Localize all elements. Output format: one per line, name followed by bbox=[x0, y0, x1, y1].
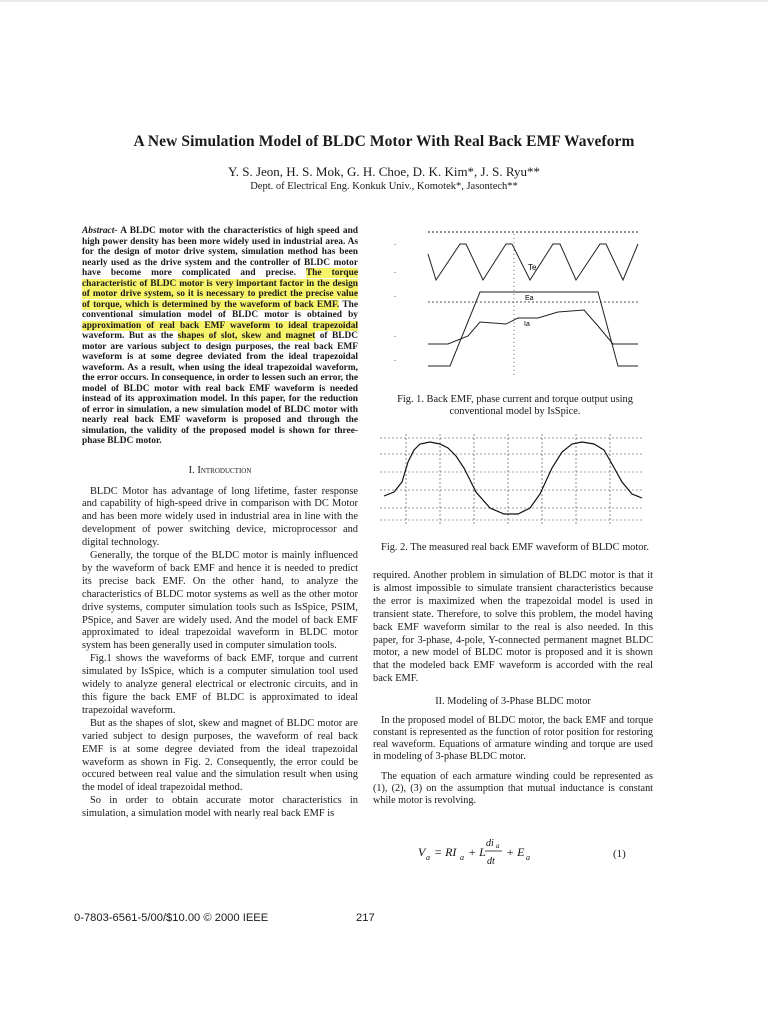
svg-text:= RI: = RI bbox=[434, 845, 457, 859]
abstract-highlight-2: approximation of real back EMF waveform to ideal trapezoidal bbox=[82, 320, 358, 331]
intro-paragraph-5: So in order to obtain accurate motor characteristics in simulation, a simulation model with nearly real back EMF is bbox=[82, 795, 358, 820]
figure-1-waveforms bbox=[388, 226, 642, 386]
right-paragraph-3: The equation of each armature winding could be represented as (1), (2), (3) on the assumption that mutual inductance is constant while motor is revolving. bbox=[373, 771, 653, 807]
right-column bbox=[373, 570, 653, 807]
abstract-text-3: waveform. But as the bbox=[82, 331, 178, 341]
intro-paragraph-1: BLDC Motor has advantage of long lifetime, faster response and capability of high-speed drive in comparison with DC Motor and has been more widely used in industrial area in line with the development of power switching device, microprocessor and digital technology. bbox=[82, 485, 358, 549]
paper-affiliation: Dept. of Electrical Eng. Konkuk Univ., Komotek*, Jasontech** bbox=[250, 181, 518, 192]
fig1-label-ea: Ea bbox=[525, 295, 534, 302]
page-number: 217 bbox=[356, 912, 375, 924]
svg-text:a: a bbox=[526, 853, 530, 862]
abstract-highlight-1: The torque characteristic of BLDC motor is very important factor in the design of motor drive system, so it is necessary to predict the precise value of torque, which is determined by the waveform of back EMF. bbox=[82, 268, 358, 310]
footer-copyright: 0-7803-6561-5/00/$10.00 © 2000 IEEE bbox=[74, 912, 269, 924]
abstract-highlight-3: shapes of slot, skew and magnet bbox=[177, 331, 316, 341]
svg-text:a: a bbox=[426, 853, 430, 862]
figure-2-caption: Fig. 2. The measured real back EMF waveform of BLDC motor. bbox=[381, 542, 649, 553]
svg-text:di: di bbox=[486, 838, 494, 849]
abstract bbox=[82, 226, 358, 447]
intro-paragraph-3: Fig.1 shows the waveforms of back EMF, torque and current simulated by IsSpice, which is a computer simulation tool used widely to analyze general electrical or electronic circuits, and in this figure the back EMF of BLDC is approximated to ideal trapezoidal waveform. bbox=[82, 653, 358, 716]
svg-text:a: a bbox=[460, 853, 464, 862]
svg-text:-: - bbox=[394, 334, 396, 340]
svg-text:+ L: + L bbox=[468, 845, 486, 859]
svg-text:dt: dt bbox=[487, 856, 495, 867]
intro-heading: I. Introduction bbox=[188, 464, 252, 476]
svg-text:+ E: + E bbox=[506, 845, 525, 859]
svg-text:a: a bbox=[496, 842, 500, 850]
intro-paragraph-2: Generally, the torque of the BLDC motor is mainly influenced by the waveform of back EMF and hence it is needed to predict its precise back EMF. On the other hand, to analyze the characteristics of BLDC motor systems as well as the other motor drive systems, computer simulation tools such as IsSpice, PSIM, PSpice, and Saver are widely used. And the model of back EMF approximated to ideal trapezoidal waveform in BLDC motor system has been generally used in computer simulation tools. bbox=[82, 550, 358, 652]
left-column bbox=[82, 226, 358, 821]
abstract-text-1: A BLDC motor with the characteristics of high speed and high power density has been more widely used in industrial area. As for the design of motor drive system, simulation method has been nearly used as the drive system and the controller of BLDC motor have become more complicated and precise. bbox=[82, 226, 358, 278]
abstract-lead: Abstract- bbox=[82, 226, 118, 236]
section-2-heading: II. Modeling of 3-Phase BLDC motor bbox=[435, 696, 591, 708]
intro-paragraph-4: But as the shapes of slot, skew and magnet of BLDC motor are varied subject to design purposes, the waveform of real back EMF is at some degree deviated from the ideal trapezoidal waveform as shown in Fig. 2. Consequently, the error could be occured between real value and the simulation result when using the model of ideal trapezoidal method. bbox=[82, 717, 358, 794]
abstract-text-4: of BLDC motor are various subject to design purposes, the real back EMF waveform is at some degree deviated from the ideal trapezoidal waveform. As a result, when using the ideal trapezoidal waveform, the error occurs. In consequence, in order to lessen such an error, the model of BLDC motor with real back EMF waveform is needed instead of its approximation model. In this paper, for the reduction of error in simulation, a new simulation model of BLDC motor with nearly real back EMF waveform is proposed and through the simulation, the validity of the proposed model is shown for three-phase BLDC motor. bbox=[82, 331, 358, 446]
page-top-edge bbox=[0, 0, 768, 2]
figure-1-caption: Fig. 1. Back EMF, phase current and torque output using conventional model by IsSpice. bbox=[397, 394, 633, 418]
paper-title: A New Simulation Model of BLDC Motor With Real Back EMF Waveform bbox=[133, 133, 635, 150]
svg-text:-: - bbox=[394, 358, 396, 364]
fig1-label-te: Te bbox=[528, 263, 537, 272]
svg-text:-: - bbox=[394, 270, 396, 276]
svg-text:-: - bbox=[394, 242, 396, 248]
fig1-label-ia: Ia bbox=[524, 321, 530, 328]
figure-2-back-emf bbox=[380, 434, 644, 524]
equation-1-number: (1) bbox=[613, 848, 626, 860]
right-paragraph-2: In the proposed model of BLDC motor, the back EMF and torque constant is represented as the function of rotor position for restoring real waveform. Equations of armature winding and torque are used in modeling of 3-phase BLDC motor. bbox=[373, 715, 653, 763]
abstract-text-2: The conventional simulation model of BLDC motor is obtained by bbox=[82, 299, 358, 320]
paper-authors: Y. S. Jeon, H. S. Mok, G. H. Choe, D. K. Kim*, J. S. Ryu** bbox=[228, 164, 540, 179]
right-paragraph-1: required. Another problem in simulation of BLDC motor is that it is almost impossible to simulate transient characteristics because the error is maximized when the trapezoidal model is used in transient state. Therefore, to solve this problem, the model having back EMF waveform similar to the real is also needed. In this paper, for 3-phase, 4-pole, Y-connected permanent magnet BLDC motor, a new model of BLDC motor is proposed and it is shown that the modeled back EMF waveform is accorded with the real back EMF. bbox=[373, 570, 653, 685]
svg-text:-: - bbox=[394, 294, 396, 300]
svg-text:V: V bbox=[418, 845, 426, 859]
